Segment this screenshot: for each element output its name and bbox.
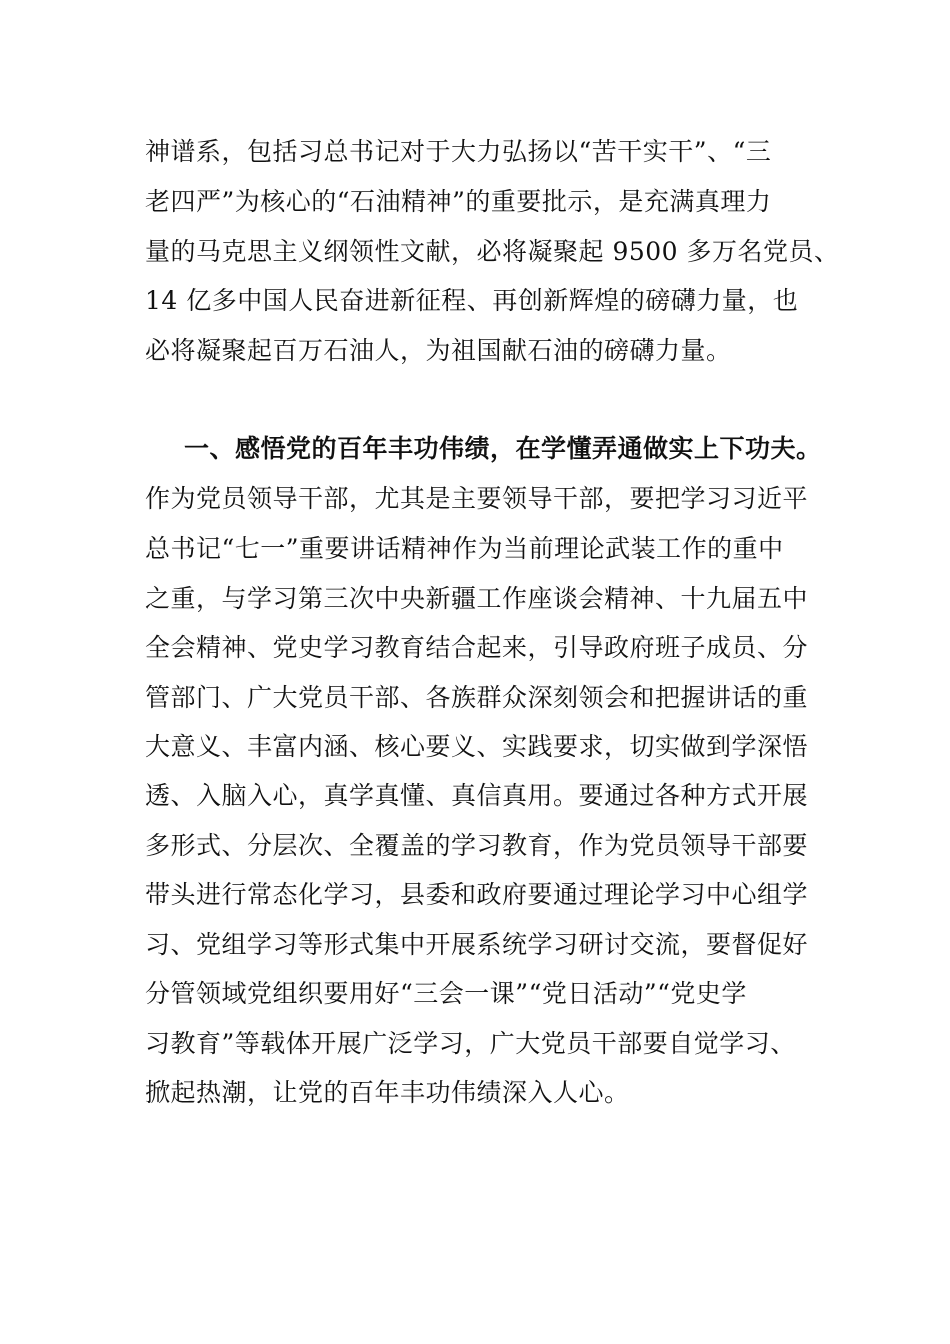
paragraph-line: 多形式、分层次、全覆盖的学习教育，作为党员领导干部要 bbox=[145, 831, 809, 860]
paragraph-line: 总书记“七一”重要讲话精神作为当前理论武装工作的重中 bbox=[145, 534, 784, 563]
paragraph-line: 大意义、丰富内涵、核心要义、实践要求，切实做到学深悟 bbox=[145, 732, 809, 761]
section-heading: 一、感悟党的百年丰功伟绩，在学懂弄通做实上下功夫。 bbox=[184, 434, 822, 463]
paragraph-line: 全会精神、党史学习教育结合起来，引导政府班子成员、分 bbox=[145, 633, 809, 662]
paragraph-line: 习教育”等载体开展广泛学习，广大党员干部要自觉学习、 bbox=[145, 1029, 796, 1058]
paragraph-line: 透、入脑入心，真学真懂、真信真用。要通过各种方式开展 bbox=[145, 781, 809, 810]
paragraph-line: 管部门、广大党员干部、各族群众深刻领会和把握讲话的重 bbox=[145, 683, 809, 712]
paragraph-line: 老四严”为核心的“石油精神”的重要批示，是充满真理力 bbox=[145, 187, 772, 216]
paragraph-line: 量的马克思主义纲领性文献，必将凝聚起 9500 多万名党员、 bbox=[145, 237, 840, 266]
paragraph-line: 带头进行常态化学习，县委和政府要通过理论学习中心组学 bbox=[145, 880, 809, 909]
paragraph-line: 之重，与学习第三次中央新疆工作座谈会精神、十九届五中 bbox=[145, 584, 809, 613]
paragraph-line: 分管领域党组织要用好“三会一课”“党日活动”“党史学 bbox=[145, 979, 747, 1008]
paragraph-line: 14 亿多中国人民奋进新征程、再创新辉煌的磅礴力量，也 bbox=[145, 286, 799, 315]
paragraph-line: 必将凝聚起百万石油人，为祖国献石油的磅礴力量。 bbox=[145, 336, 732, 365]
paragraph-line: 神谱系，包括习总书记对于大力弘扬以“苦干实干”、“三 bbox=[145, 137, 772, 166]
paragraph-line: 作为党员领导干部，尤其是主要领导干部，要把学习习近平 bbox=[145, 484, 809, 513]
paragraph-line: 习、党组学习等形式集中开展系统学习研讨交流，要督促好 bbox=[145, 930, 809, 959]
paragraph-line: 掀起热潮，让党的百年丰功伟绩深入人心。 bbox=[145, 1078, 630, 1107]
